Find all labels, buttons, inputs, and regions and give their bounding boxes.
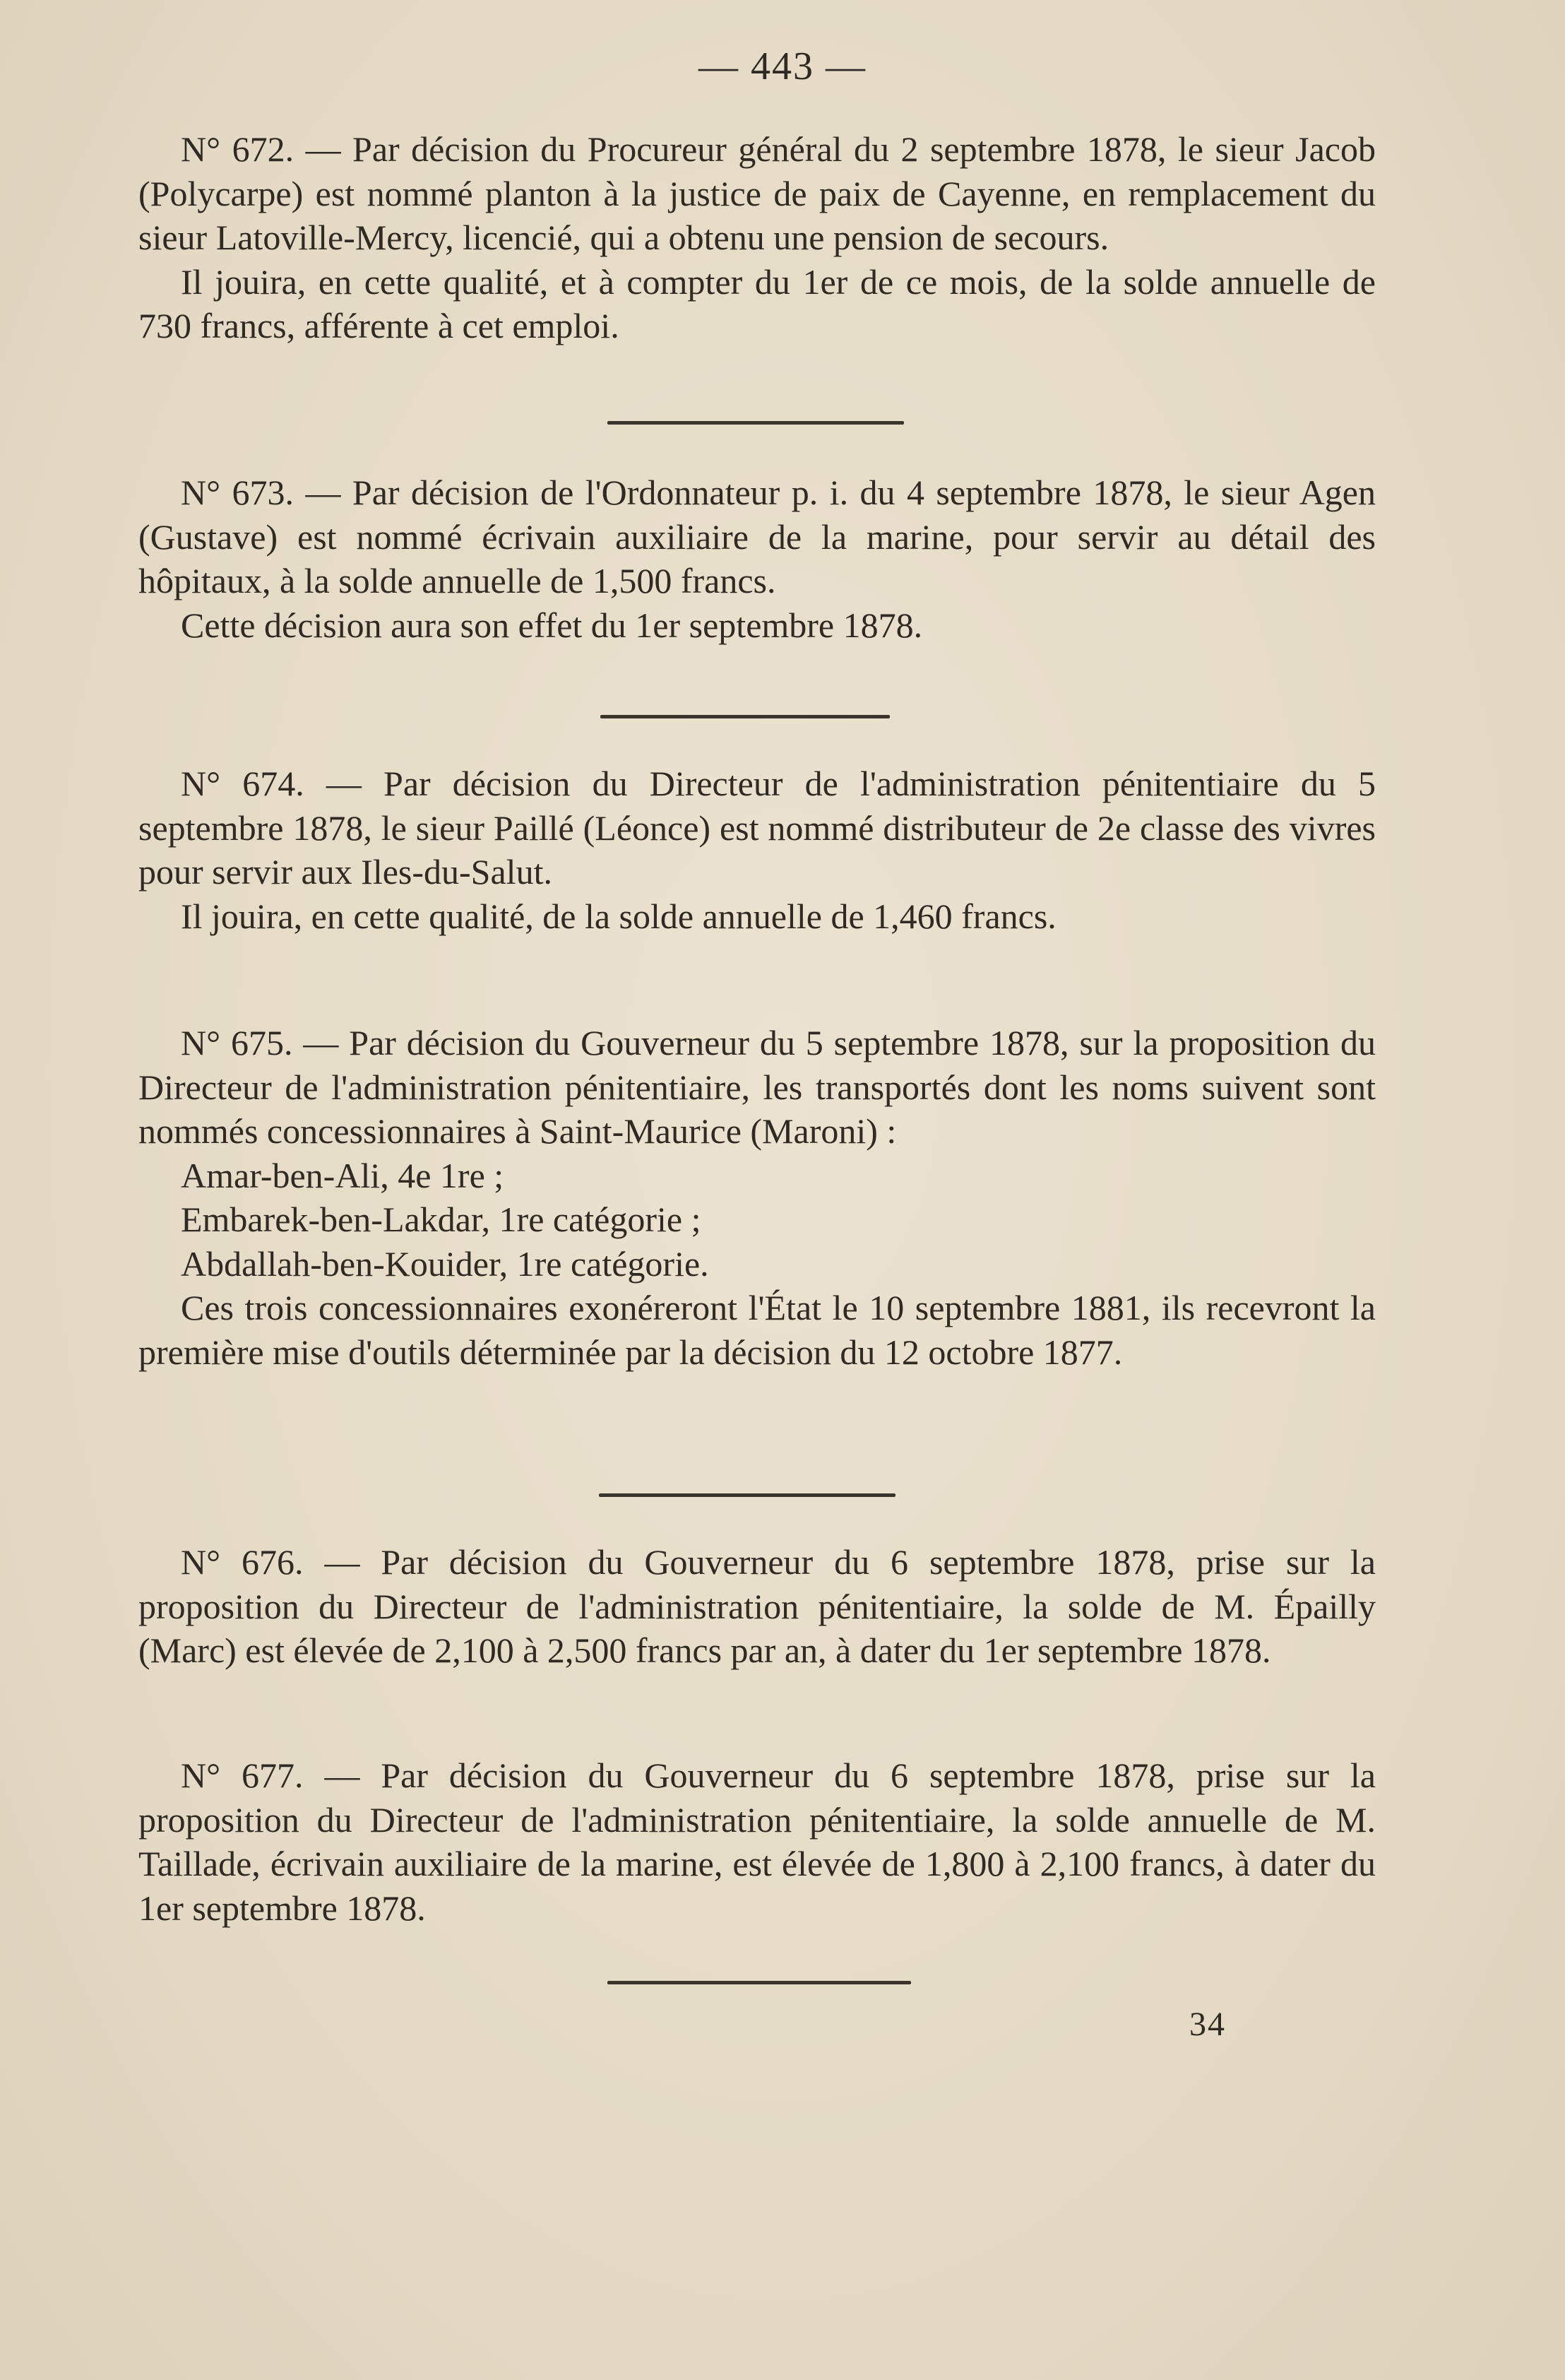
entry-paragraph: Cette décision aura son effet du 1er septembre 1878. (181, 605, 923, 645)
page-number: — 443 — (698, 45, 867, 88)
entry-674 (138, 762, 1376, 938)
section-divider (599, 1493, 895, 1497)
concessionnaire-item: Amar-ben-Ali, 4e 1re ; (181, 1155, 504, 1195)
signature-mark: 34 (1189, 2006, 1226, 2043)
entry-paragraph: N° 672. — Par décision du Procureur général du 2 septembre 1878, le sieur Jacob (Polycarpe) est nommé planton à la justice de paix de Cayenne, en remplacement du sieur Latoville-Mercy, licencié, qui a obtenu une pension de secours. (138, 129, 1376, 257)
entry-paragraph: Il jouira, en cette qualité, et à compter du 1er de ce mois, de la solde annuelle de 730 francs, afférente à cet emploi. (138, 261, 1376, 345)
entry-672 (138, 127, 1376, 348)
entry-paragraph: N° 677. — Par décision du Gouverneur du 6 septembre 1878, prise sur la proposition du Directeur de l'administration pénitentiaire, la solde annuelle de M. Taillade, écrivain auxiliaire de la marine, est élevée de 1,800 à 2,100 francs, à dater du 1er septembre 1878. (138, 1756, 1376, 1928)
entry-paragraph: N° 674. — Par décision du Directeur de l'administration pénitentiaire du 5 septembre 1878, le sieur Paillé (Léonce) est nommé distributeur de 2e classe des vivres pour servir aux Iles-du-Salut. (138, 764, 1376, 892)
concessionnaire-item: Abdallah-ben-Kouider, 1re catégorie. (181, 1243, 709, 1284)
section-divider (607, 421, 904, 425)
concessionnaire-item: Embarek-ben-Lakdar, 1re catégorie ; (181, 1200, 701, 1239)
entry-673 (138, 470, 1376, 647)
entry-675 (138, 1021, 1376, 1374)
entry-676 (138, 1540, 1376, 1673)
entry-paragraph: N° 676. — Par décision du Gouverneur du 6 septembre 1878, prise sur la proposition du Directeur de l'administration pénitentiaire, la solde de M. Épailly (Marc) est élevée de 2,100 à 2,500 francs par an, à dater du 1er septembre 1878. (138, 1542, 1376, 1670)
entry-677 (138, 1753, 1376, 1930)
entry-paragraph: Il jouira, en cette qualité, de la solde annuelle de 1,460 francs. (181, 896, 1057, 936)
entry-paragraph: N° 675. — Par décision du Gouverneur du 5 septembre 1878, sur la proposition du Directeur de l'administration pénitentiaire, les transportés dont les noms suivent sont nommés concessionnaires à Saint-Maurice (Maroni) : (138, 1023, 1376, 1151)
entry-paragraph: Ces trois concessionnaires exonéreront l'État le 10 septembre 1881, ils recevront la première mise d'outils déterminée par la décision du 12 octobre 1877. (138, 1288, 1376, 1372)
section-divider (600, 715, 890, 718)
entry-paragraph: N° 673. — Par décision de l'Ordonnateur p. i. du 4 septembre 1878, le sieur Agen (Gustave) est nommé écrivain auxiliaire de la marine, pour servir au détail des hôpitaux, à la solde annuelle de 1,500 francs. (138, 473, 1376, 600)
section-divider (607, 1981, 911, 1984)
